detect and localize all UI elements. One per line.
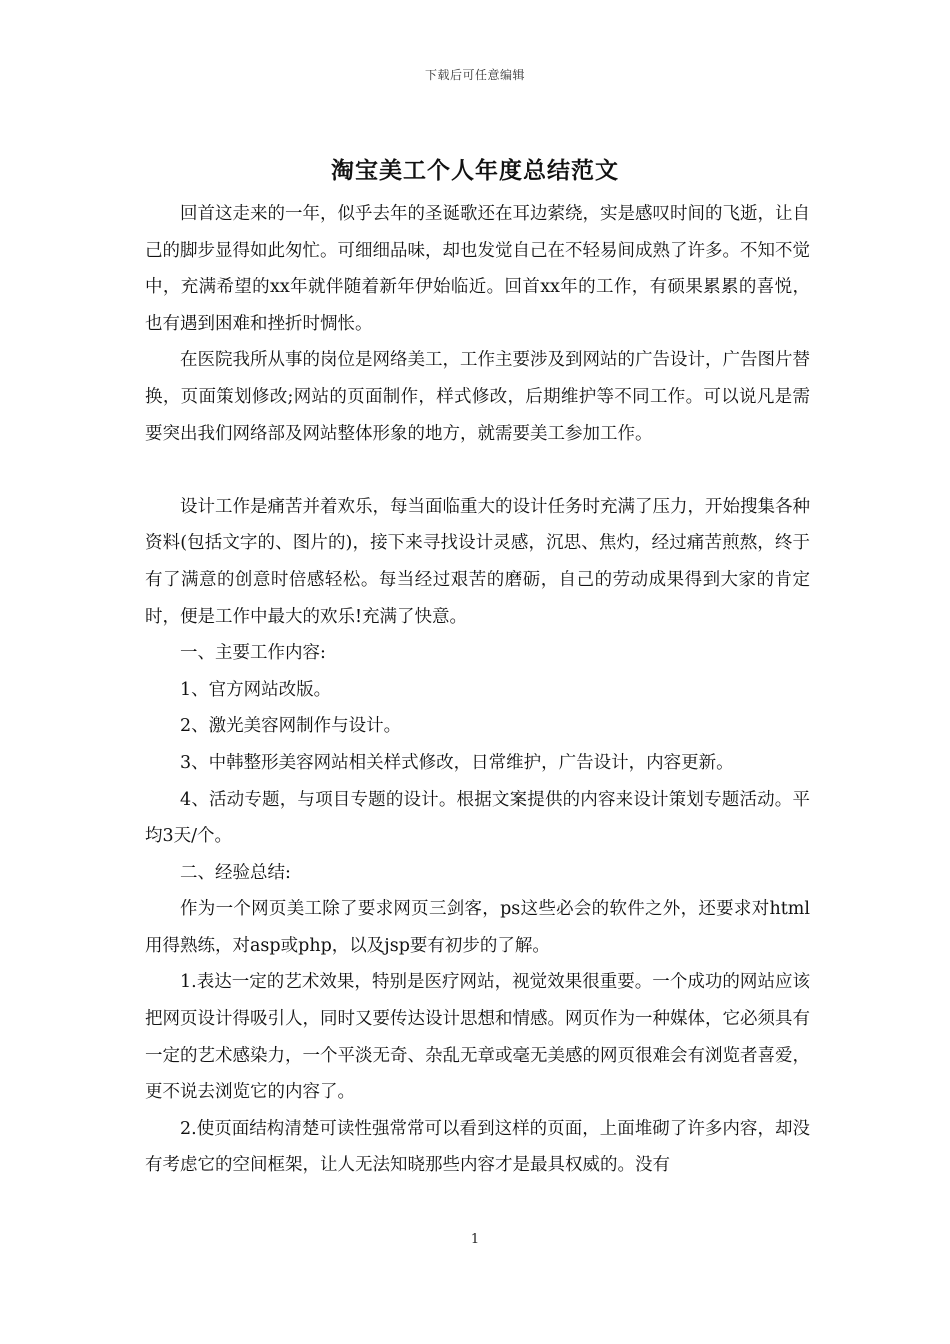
- section-heading-main-work: 一、主要工作内容:: [180, 643, 326, 664]
- document-body: [145, 196, 810, 1184]
- paragraph-experience-1: 1.表达一定的艺术效果，特别是医疗网站，视觉效果很重要。一个成功的网站应该把网页设计得吸引人，同时又要传达设计思想和情感。网页作为一种媒体，它必须具有一定的艺术感染力，一个平淡无奇、杂乱无章或毫无美感的网页很难会有浏览者喜爱，更不说去浏览它的内容了。: [145, 972, 810, 1103]
- list-item-work-2: 2、激光美容网制作与设计。: [180, 716, 402, 737]
- document-title: 淘宝美工个人年度总结范文: [331, 157, 619, 184]
- paragraph-skills: 作为一个网页美工除了要求网页三剑客，ps这些必会的软件之外，还要求对html用得熟练，对asp或php，以及jsp要有初步的了解。: [145, 899, 810, 956]
- paragraph-job-role: 在医院我所从事的岗位是网络美工，工作主要涉及到网站的广告设计，广告图片替换，页面策划修改;网站的页面制作，样式修改，后期维护等不同工作。可以说凡是需要突出我们网络部及网站整体形象的地方，就需要美工参加工作。: [145, 350, 810, 444]
- list-item-work-1: 1、官方网站改版。: [180, 679, 332, 700]
- paragraph-experience-2: 2.使页面结构清楚可读性强常常可以看到这样的页面，上面堆砌了许多内容，却没有考虑它的空间框架，让人无法知晓那些内容才是最具权威的。没有: [145, 1118, 810, 1176]
- header-note: 下载后可任意编辑: [424, 68, 525, 82]
- section-heading-experience: 二、经验总结:: [180, 862, 291, 883]
- page-number: 1: [470, 1232, 480, 1247]
- list-item-work-3: 3、中韩整形美容网站相关样式修改，日常维护，广告设计，内容更新。: [180, 752, 734, 773]
- paragraph-gap: [145, 452, 810, 489]
- paragraph-design-work: 设计工作是痛苦并着欢乐，每当面临重大的设计任务时充满了压力，开始搜集各种资料(包括文字的、图片的)，接下来寻找设计灵感，沉思、焦灼，经过痛苦煎熬，终于有了满意的创意时倍感轻松。每当经过艰苦的磨砺，自己的劳动成果得到大家的肯定时，便是工作中最大的欢乐!充满了快意。: [145, 496, 810, 627]
- paragraph-intro: 回首这走来的一年，似乎去年的圣诞歌还在耳边萦绕，实是感叹时间的飞逝，让自己的脚步显得如此匆忙。可细细品味，却也发觉自己在不轻易间成熟了许多。不知不觉中，充满希望的xx年就伴随着新年伊始临近。回首xx年的工作，有硕果累累的喜悦，也有遇到困难和挫折时惆怅。: [145, 204, 810, 334]
- list-item-work-4: 4、活动专题，与项目专题的设计。根据文案提供的内容来设计策划专题活动。平均3天/个。: [145, 789, 810, 847]
